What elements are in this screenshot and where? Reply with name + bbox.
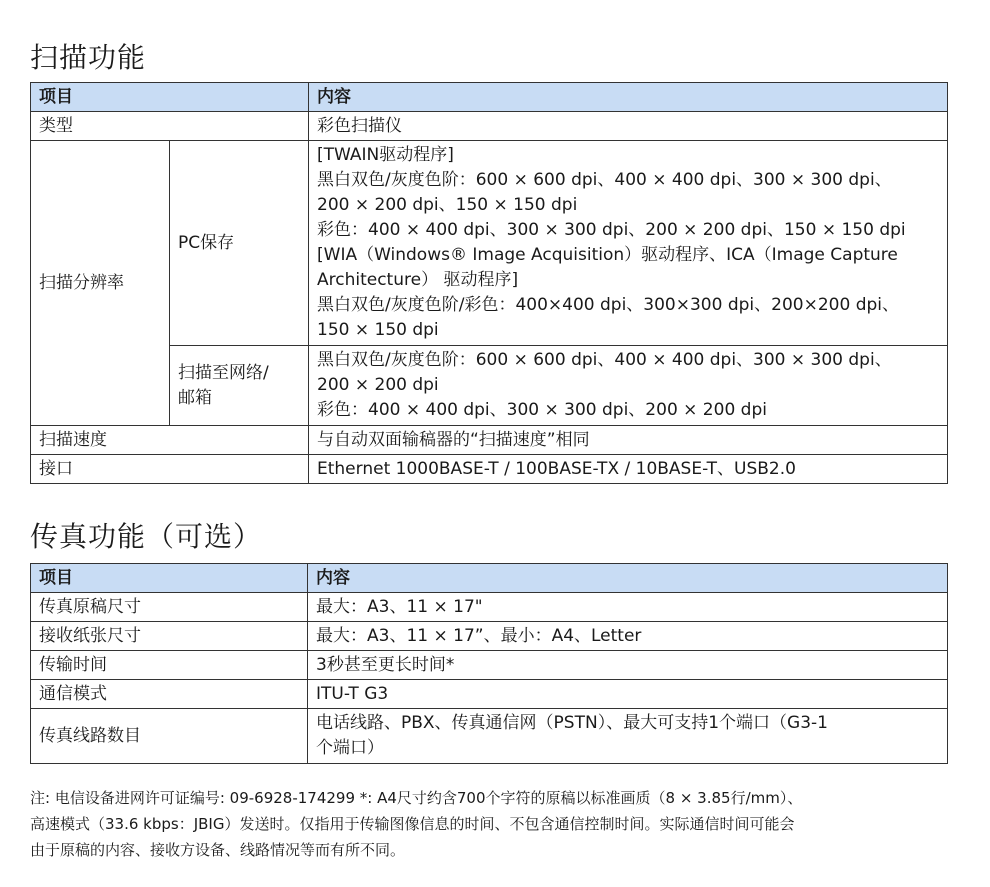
value-line: 150 × 150 dpi <box>317 320 439 340</box>
row-label: 传真线路数目 <box>31 709 308 764</box>
scan-spec-table <box>30 82 948 484</box>
row-value: Ethernet 1000BASE-T / 100BASE-TX / 10BASE-T、USB2.0 <box>309 455 948 484</box>
row-label: 接口 <box>31 455 309 484</box>
row-value: 与自动双面输稿器的“扫描速度”相同 <box>309 426 948 455</box>
header-item: 项目 <box>31 83 309 112</box>
value-line: 个端口） <box>316 738 384 758</box>
value-line: Architecture） 驱动程序] <box>317 270 519 290</box>
table-row <box>31 112 948 141</box>
row-value: 最大：A3、11 × 17" <box>308 593 948 622</box>
table-row <box>31 455 948 484</box>
row-label: 接收纸张尺寸 <box>31 622 308 651</box>
value-line: 黑白双色/灰度色阶：600 × 600 dpi、400 × 400 dpi、300 × 300 dpi、 <box>317 350 892 370</box>
label-line: 邮箱 <box>178 387 212 408</box>
table-row <box>31 622 948 651</box>
header-content: 内容 <box>308 564 948 593</box>
value-line: [WIA（Windows® Image Acquisition）驱动程序、ICA（Image Capture <box>317 245 898 265</box>
row-value: 彩色扫描仪 <box>309 112 948 141</box>
footnote-line: 注: 电信设备进网许可证编号: 09-6928-174299 *: A4尺寸约含700个字符的原稿以标准画质（8 × 3.85行/mm）、 <box>30 789 803 807</box>
network-resolution-value <box>309 346 948 426</box>
sub-label-network <box>170 346 309 426</box>
table-row <box>31 709 948 764</box>
footnote-line: 由于原稿的内容、接收方设备、线路情况等而有所不同。 <box>30 841 406 859</box>
row-label: 扫描速度 <box>31 426 309 455</box>
table-row <box>31 141 948 346</box>
table-row <box>31 680 948 709</box>
table-row <box>31 593 948 622</box>
footnote-line: 高速模式（33.6 kbps：JBIG）发送时。仅指用于传输图像信息的时间、不包含通信控制时间。实际通信时间可能会 <box>30 815 795 833</box>
table-row <box>31 426 948 455</box>
scan-section-title: 扫描功能 <box>30 41 147 74</box>
row-value <box>308 709 948 764</box>
table-header-row <box>31 83 948 112</box>
sub-label-pc: PC保存 <box>170 141 309 346</box>
row-value: ITU-T G3 <box>308 680 948 709</box>
row-label: 通信模式 <box>31 680 308 709</box>
value-line: 黑白双色/灰度色阶：600 × 600 dpi、400 × 400 dpi、300 × 300 dpi、 <box>317 170 892 190</box>
header-item: 项目 <box>31 564 308 593</box>
row-label: 传真原稿尺寸 <box>31 593 308 622</box>
row-value: 最大：A3、11 × 17”、最小：A4、Letter <box>308 622 948 651</box>
label-line: 扫描至网络/ <box>178 362 269 383</box>
value-line: 彩色：400 × 400 dpi、300 × 300 dpi、200 × 200 dpi、150 × 150 dpi <box>317 220 906 240</box>
value-line: [TWAIN驱动程序] <box>317 145 454 165</box>
pc-resolution-value <box>309 141 948 346</box>
row-label: 类型 <box>31 112 309 141</box>
value-line: 电话线路、PBX、传真通信网（PSTN）、最大可支持1个端口（G3-1 <box>316 713 828 733</box>
fax-spec-table <box>30 563 948 764</box>
fax-section-title: 传真功能（可选） <box>30 520 263 553</box>
header-content: 内容 <box>309 83 948 112</box>
value-line: 黑白双色/灰度色阶/彩色：400×400 dpi、300×300 dpi、200×200 dpi、 <box>317 295 900 315</box>
row-label: 传输时间 <box>31 651 308 680</box>
value-line: 200 × 200 dpi <box>317 375 439 395</box>
value-line: 200 × 200 dpi、150 × 150 dpi <box>317 195 578 215</box>
value-line: 彩色：400 × 400 dpi、300 × 300 dpi、200 × 200 dpi <box>317 400 767 420</box>
table-row <box>31 651 948 680</box>
table-header-row <box>31 564 948 593</box>
footnote <box>30 785 960 863</box>
row-label: 扫描分辨率 <box>31 141 170 426</box>
row-value: 3秒甚至更长时间* <box>308 651 948 680</box>
